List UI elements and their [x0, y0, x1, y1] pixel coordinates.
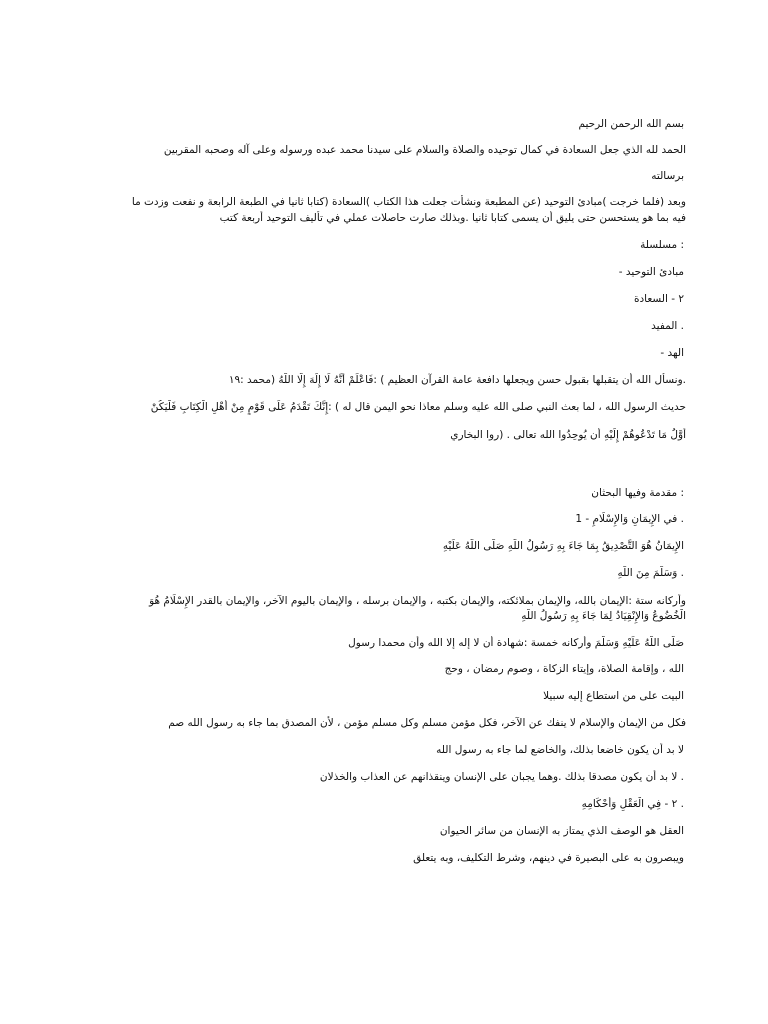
text-line: فيه بما هو يستحسن حتى يليق أن يسمى كتابا ثانيا .وبذلك صارت حاصلات عملي في تأليف التوحيد أربعة كتب	[219, 212, 686, 224]
text-line: وبعد (فلما خرجت )مبادئ التوحيد (عن المطبعة ونشأت جعلت هذا الكتاب )السعادة (كتابا ثانيا في الطبعة الرابعة و نفعت وزدت ما	[131, 196, 686, 208]
text-line: الحمد لله الذي جعل السعادة في كمال توحيده والصلاة والسلام على سيدنا محمد عبده ورسوله وعلى آله وصحبه المقربين	[163, 144, 686, 156]
text-line: البيت على من استطاع إليه سبيلا	[543, 690, 684, 702]
text-line: وأركانه ستة :الإيمان بالله، والإيمان بملائكته، والإيمان بكتبه ، والإيمان برسله ، والإيمان باليوم الآخر، والإيمان بالقدر الإِسْلَامُ هُوَ	[149, 595, 686, 607]
text-line: لا بد أن يكون خاضعا بذلك، والخاضع لما جاء به رسول الله	[436, 744, 684, 756]
subsection-heading: . ٢ - فِي الْعَقْلِ وَأَحْكَامِهِ	[581, 798, 684, 810]
text-line: . وَسَلَّمَ مِنَ اللَّهِ	[617, 567, 684, 579]
text-line: حديث الرسول الله ، لما بعث النبي صلى الله عليه وسلم معاذا نحو اليمن قال له ) :إِنَّكَ تَقْدَمُ عَلَى قَوْمٍ مِنْ أَهْلِ الْكِتَابِ فَلْيَكُنْ	[150, 401, 686, 413]
text-line: أَوَّلُ مَا تَدْعُوهُمْ إِلَيْهِ أَن يُوحِدُوا الله تعالى . (روا البخاري	[450, 429, 686, 441]
text-line: الله ، وإقامة الصلاة، وإيتاء الزكاة ، وصوم رمضان ، وحج	[444, 663, 684, 675]
text-line: صَلَّى اللَّهُ عَلَيْهِ وَسَلَّمَ وأركانه خمسة :شهادة أن لا إله إلا الله وأن محمدا رسول	[348, 637, 684, 649]
text-line: الإِيمَانُ هُوَ التَّصْدِيقُ بِمَا جَاءَ بِهِ رَسُولُ اللَّهِ صَلَّى اللَّهُ عَلَيْهِ	[442, 540, 684, 552]
text-line: ويبصرون به على البصيرة في دينهم، وشرط التكليف، وبه يتعلق	[413, 852, 684, 864]
text-line: العقل هو الوصف الذي يمتاز به الإنسان من سائر الحيوان	[439, 825, 684, 837]
list-item: . المفيد	[651, 320, 684, 332]
list-item: الهد -	[660, 347, 684, 359]
text-line: الْخُضُوعُ وَالإِنْقِيَادُ لِمَا جَاءَ بِهِ رَسُولُ اللَّهِ	[521, 610, 686, 622]
basmala-line: بسم الله الرحمن الرحيم	[578, 118, 684, 130]
text-line: فكل من الإيمان والإسلام لا ينفك عن الآخر، فكل مؤمن مسلم وكل مسلم مؤمن ، لأن المصدق بما جاء به رسول الله صم	[168, 717, 686, 729]
section-heading: : مقدمة وفيها البحثان	[591, 487, 684, 499]
text-line: .ونسأل الله أن يتقبلها بقبول حسن ويجعلها دافعة عامة القرآن العظيم ) :فَاعْلَمْ أَنَّهُ لَا إِلَهَ إِلَّا اللَّهُ (محمد :١٩	[228, 374, 686, 386]
text-line: : مسلسلة	[640, 239, 684, 251]
text-line: . لا بد أن يكون مصدقا بذلك .وهما يجبان على الإنسان وينقذانهم عن العذاب والخذلان	[319, 771, 684, 783]
list-item: ٢ - السعادة	[633, 293, 684, 305]
list-item: مبادئ التوحيد -	[618, 266, 684, 278]
text-line: برسالته	[651, 170, 684, 182]
subsection-heading: . في الإِيمَانِ وَالإِسْلَامِ - 1	[575, 513, 684, 525]
